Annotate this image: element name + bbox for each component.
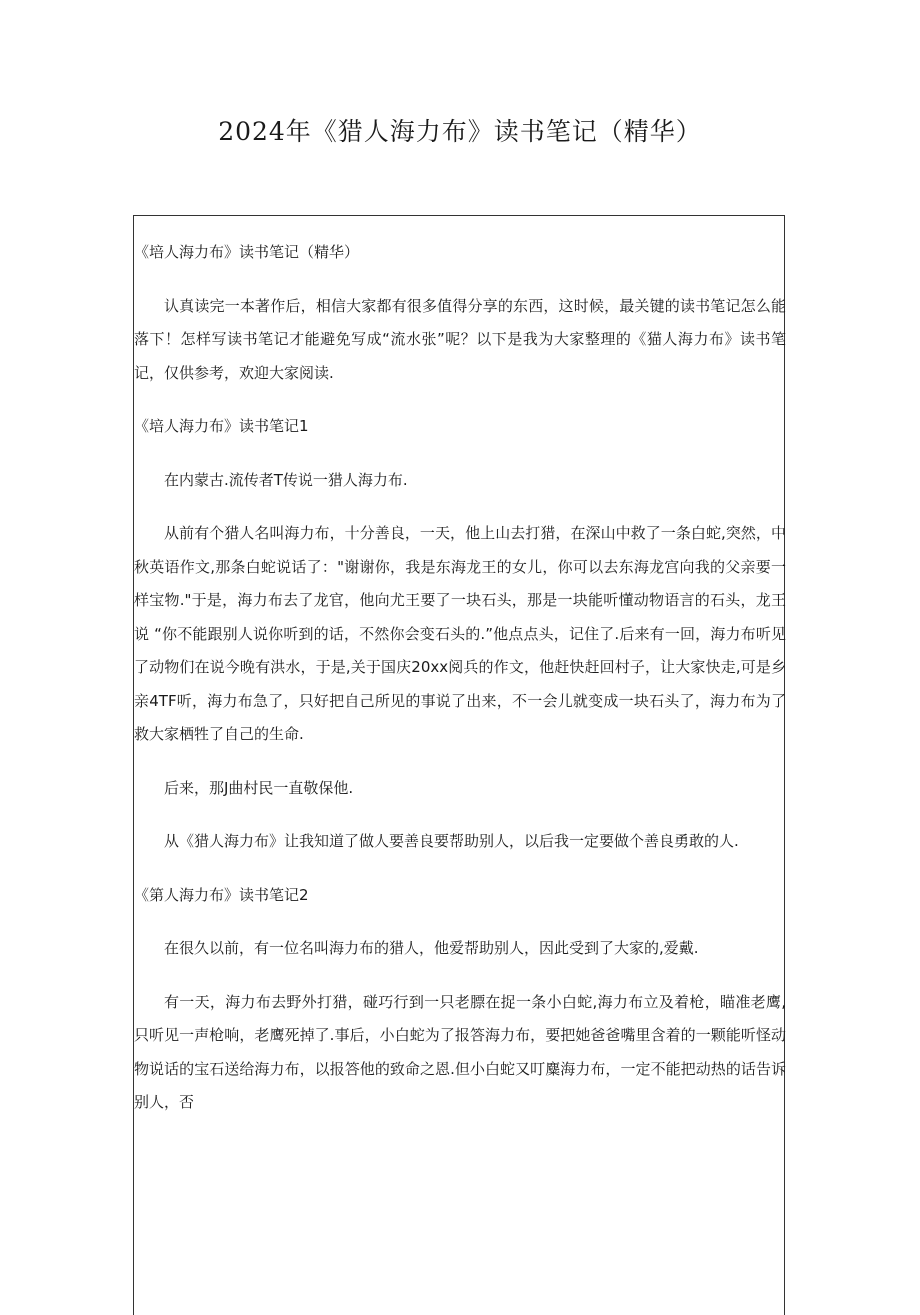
body-paragraph: 从前有个猎人名叫海力布，十分善良，一天，他上山去打猎，在深山中救了一条白蛇,突然，中秋英语作文,那条白蛇说话了："谢谢你，我是东海龙王的女儿，你可以去东海龙宫向我的父亲要一样宝物."于是，海力布去了龙官，他向尤王要了一块石头，那是一块能听懂动物语言的石头，龙王说 “你不能跟别人说你听到的话，不然你会变石头的.”他点点头，记住了.后来有一回，海力布听见了动物们在说今晚有洪水，于是,关于国庆20xx阅兵的作文，他赶快赶回村子，让大家快走,可是乡亲4TF听，海力布急了，只好把自己所见的事说了出来，不一会儿就变成一块石头了，海力布为了救大家栖牲了自己的生命. [134, 524, 786, 743]
content-frame [133, 215, 785, 1315]
body-paragraph: 认真读完一本著作后，相信大家都有很多值得分享的东西，这时候，最关键的读书笔记怎么能落下！怎样写读书笔记才能避免写成“流水张”呢？以下是我为大家整理的《猫人海力布》读书笔记，仅供参考，欢迎大家阅读. [134, 296, 786, 382]
content-body [134, 236, 786, 1140]
body-paragraph: 从《猎人海力布》让我知道了做人要善良要帮助别人，以后我一定要做个善良勇敢的人. [164, 832, 739, 850]
body-paragraph: 有一天，海力布去野外打猎，碰巧行到一只老膘在捉一条小白蛇,海力布立及着枪，瞄准老鹰,只听见一声枪响，老鹰死掉了.事后，小白蛇为了报答海力布，要把她爸爸嘴里含着的一颗能听怪动物说话的宝石送给海力布，以报答他的致命之恩.但小白蛇又叮麋海力布，一定不能把动热的话告诉别人，否 [134, 992, 786, 1111]
section-heading: 《培人海力布》读书笔记（精华） [134, 243, 360, 261]
document-title: 2024年《猎人海力布》读书笔记（精华） [218, 117, 702, 146]
body-paragraph: 后来，那J曲村民一直敬保他. [164, 778, 354, 797]
section-heading: 《第人海力布》读书笔记2 [134, 885, 309, 904]
section-heading: 《培人海力布》读书笔记1 [134, 417, 309, 435]
body-paragraph: 在很久以前，有一位名叫海力布的猎人，他爱帮助别人，因此受到了大家的,爱戴. [164, 939, 699, 957]
body-paragraph: 在内蒙古.流传者T传说一猎人海力布. [164, 470, 408, 489]
